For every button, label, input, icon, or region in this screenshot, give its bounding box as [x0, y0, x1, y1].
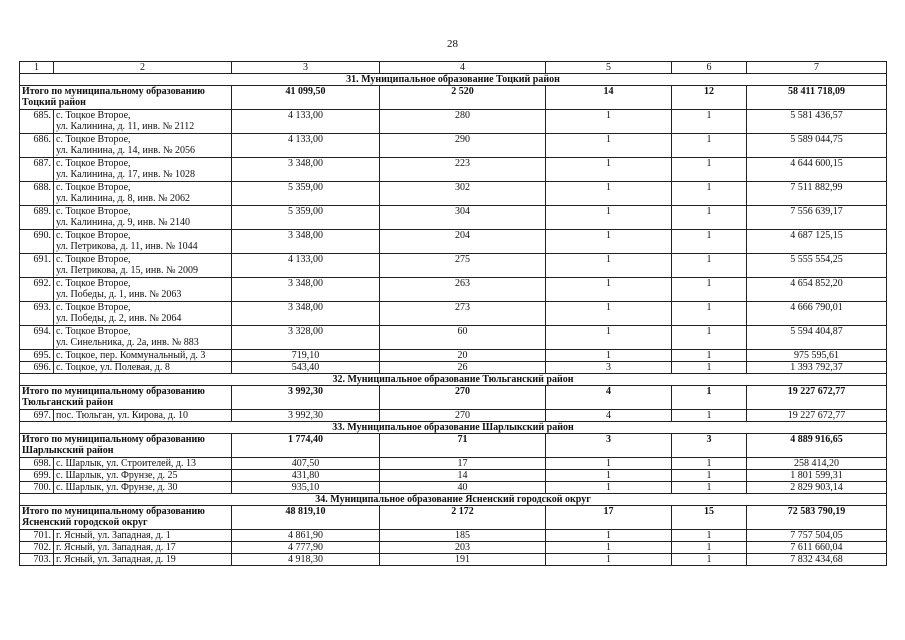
- total-value: 72 583 790,19: [747, 506, 887, 530]
- address-line: с. Шарлык, ул. Строителей, д. 13: [56, 458, 197, 469]
- section-title: 32. Муниципальное образование Тюльганский район: [20, 374, 887, 386]
- table-row: [20, 350, 887, 362]
- address-line: ул. Петрикова, д. 15, инв. № 2009: [56, 265, 198, 276]
- address-line: с. Тоцкое Второе,: [56, 278, 131, 289]
- housing-table: [19, 61, 887, 566]
- cell-value: 1: [672, 350, 747, 362]
- cell-value: 1: [546, 254, 672, 278]
- table-row: [20, 230, 887, 254]
- table-row: [20, 206, 887, 230]
- table-row: [20, 302, 887, 326]
- cell-value: 290: [380, 134, 546, 158]
- address-line: ул. Калинина, д. 9, инв. № 2140: [56, 217, 191, 228]
- cell-value: 1: [672, 230, 747, 254]
- cell-value: 26: [380, 362, 546, 374]
- total-value: 1 774,40: [232, 434, 380, 458]
- cell-value: 1: [546, 554, 672, 566]
- cell-value: 1: [672, 206, 747, 230]
- cell-value: 1: [672, 254, 747, 278]
- cell-value: 4 133,00: [232, 254, 380, 278]
- cell-value: 1: [546, 470, 672, 482]
- cell-value: 935,10: [232, 482, 380, 494]
- cell-value: 185: [380, 530, 546, 542]
- total-value: 14: [546, 86, 672, 110]
- address-line: ул. Победы, д. 2, инв. № 2064: [56, 313, 182, 324]
- section-title-row: [20, 74, 887, 86]
- address-line: с. Тоцкое, ул. Полевая, д. 8: [56, 362, 170, 373]
- address-cell: [54, 230, 232, 254]
- cell-value: 407,50: [232, 458, 380, 470]
- row-number: 699.: [20, 470, 54, 482]
- address-line: г. Ясный, ул. Западная, д. 17: [56, 542, 176, 553]
- cell-value: 258 414,20: [747, 458, 887, 470]
- cell-value: 263: [380, 278, 546, 302]
- cell-value: 719,10: [232, 350, 380, 362]
- cell-value: 1: [672, 530, 747, 542]
- total-row: [20, 506, 887, 530]
- row-number: 698.: [20, 458, 54, 470]
- cell-value: 1: [672, 182, 747, 206]
- cell-value: 280: [380, 110, 546, 134]
- address-cell: [54, 362, 232, 374]
- address-cell: [54, 482, 232, 494]
- total-label: Итого по муниципальному образованию Шарлыкский район: [20, 434, 232, 458]
- row-number: 687.: [20, 158, 54, 182]
- cell-value: 14: [380, 470, 546, 482]
- column-header: 2: [54, 62, 232, 74]
- cell-value: 1: [546, 182, 672, 206]
- column-header: 6: [672, 62, 747, 74]
- row-number: 696.: [20, 362, 54, 374]
- cell-value: 1: [546, 530, 672, 542]
- total-value: 48 819,10: [232, 506, 380, 530]
- cell-value: 1: [546, 542, 672, 554]
- cell-value: 5 359,00: [232, 182, 380, 206]
- address-cell: [54, 158, 232, 182]
- cell-value: 203: [380, 542, 546, 554]
- cell-value: 191: [380, 554, 546, 566]
- address-line: с. Тоцкое Второе,: [56, 134, 131, 145]
- address-line: ул. Калинина, д. 14, инв. № 2056: [56, 145, 196, 156]
- total-value: 2 520: [380, 86, 546, 110]
- cell-value: 1: [546, 458, 672, 470]
- cell-value: 40: [380, 482, 546, 494]
- address-cell: [54, 278, 232, 302]
- total-label: Итого по муниципальному образованию Тюльганский район: [20, 386, 232, 410]
- column-header: 5: [546, 62, 672, 74]
- cell-value: 3 348,00: [232, 158, 380, 182]
- total-value: 4: [546, 386, 672, 410]
- address-cell: [54, 206, 232, 230]
- cell-value: 5 581 436,57: [747, 110, 887, 134]
- cell-value: 1: [672, 542, 747, 554]
- cell-value: 7 611 660,04: [747, 542, 887, 554]
- total-value: 58 411 718,09: [747, 86, 887, 110]
- section-title-row: [20, 422, 887, 434]
- cell-value: 4 918,30: [232, 554, 380, 566]
- cell-value: 3 348,00: [232, 230, 380, 254]
- cell-value: 4 861,90: [232, 530, 380, 542]
- total-row: [20, 386, 887, 410]
- row-number: 694.: [20, 326, 54, 350]
- cell-value: 1 801 599,31: [747, 470, 887, 482]
- section-title: 31. Муниципальное образование Тоцкий район: [20, 74, 887, 86]
- total-value: 270: [380, 386, 546, 410]
- row-number: 703.: [20, 554, 54, 566]
- cell-value: 1: [672, 362, 747, 374]
- cell-value: 543,40: [232, 362, 380, 374]
- cell-value: 1: [672, 110, 747, 134]
- cell-value: 5 359,00: [232, 206, 380, 230]
- address-cell: [54, 134, 232, 158]
- cell-value: 1: [546, 302, 672, 326]
- address-line: ул. Победы, д. 1, инв. № 2063: [56, 289, 182, 300]
- cell-value: 4 133,00: [232, 134, 380, 158]
- section-title-row: [20, 374, 887, 386]
- total-value: 41 099,50: [232, 86, 380, 110]
- address-line: с. Тоцкое Второе,: [56, 302, 131, 313]
- cell-value: 4 777,90: [232, 542, 380, 554]
- cell-value: 19 227 672,77: [747, 410, 887, 422]
- address-line: с. Тоцкое Второе,: [56, 158, 131, 169]
- cell-value: 4: [546, 410, 672, 422]
- total-value: 12: [672, 86, 747, 110]
- cell-value: 1: [672, 158, 747, 182]
- cell-value: 431,80: [232, 470, 380, 482]
- cell-value: 1: [546, 350, 672, 362]
- section-title: 34. Муниципальное образование Ясненский городской округ: [20, 494, 887, 506]
- cell-value: 1: [672, 134, 747, 158]
- cell-value: 275: [380, 254, 546, 278]
- cell-value: 1: [672, 554, 747, 566]
- cell-value: 3 992,30: [232, 410, 380, 422]
- cell-value: 5 555 554,25: [747, 254, 887, 278]
- table-row: [20, 362, 887, 374]
- section-title-row: [20, 494, 887, 506]
- cell-value: 270: [380, 410, 546, 422]
- cell-value: 1: [546, 206, 672, 230]
- cell-value: 1: [672, 470, 747, 482]
- cell-value: 304: [380, 206, 546, 230]
- table-row: [20, 254, 887, 278]
- cell-value: 7 511 882,99: [747, 182, 887, 206]
- cell-value: 1: [546, 482, 672, 494]
- address-cell: [54, 470, 232, 482]
- total-value: 19 227 672,77: [747, 386, 887, 410]
- cell-value: 1 393 792,37: [747, 362, 887, 374]
- cell-value: 60: [380, 326, 546, 350]
- total-value: 3: [672, 434, 747, 458]
- table-row: [20, 458, 887, 470]
- address-line: с. Тоцкое Второе,: [56, 206, 131, 217]
- row-number: 702.: [20, 542, 54, 554]
- row-number: 692.: [20, 278, 54, 302]
- table-row: [20, 182, 887, 206]
- cell-value: 7 832 434,68: [747, 554, 887, 566]
- address-cell: [54, 542, 232, 554]
- row-number: 697.: [20, 410, 54, 422]
- page-number: 28: [447, 38, 458, 50]
- total-value: 15: [672, 506, 747, 530]
- table-row: [20, 410, 887, 422]
- cell-value: 3: [546, 362, 672, 374]
- cell-value: 975 595,61: [747, 350, 887, 362]
- total-label: Итого по муниципальному образованию Тоцкий район: [20, 86, 232, 110]
- cell-value: 7 757 504,05: [747, 530, 887, 542]
- address-cell: [54, 530, 232, 542]
- cell-value: 1: [546, 326, 672, 350]
- cell-value: 302: [380, 182, 546, 206]
- cell-value: 273: [380, 302, 546, 326]
- total-value: 3 992,30: [232, 386, 380, 410]
- row-number: 690.: [20, 230, 54, 254]
- cell-value: 1: [672, 458, 747, 470]
- address-line: ул. Калинина, д. 8, инв. № 2062: [56, 193, 191, 204]
- cell-value: 4 654 852,20: [747, 278, 887, 302]
- table-row: [20, 110, 887, 134]
- address-line: ул. Калинина, д. 17, инв. № 1028: [56, 169, 196, 180]
- cell-value: 4 133,00: [232, 110, 380, 134]
- address-cell: [54, 554, 232, 566]
- cell-value: 4 666 790,01: [747, 302, 887, 326]
- row-number: 701.: [20, 530, 54, 542]
- address-cell: [54, 410, 232, 422]
- cell-value: 17: [380, 458, 546, 470]
- address-cell: [54, 110, 232, 134]
- total-label: Итого по муниципальному образованию Ясненский городской округ: [20, 506, 232, 530]
- address-line: с. Тоцкое Второе,: [56, 230, 131, 241]
- address-line: с. Тоцкое Второе,: [56, 110, 131, 121]
- address-line: с. Тоцкое Второе,: [56, 326, 131, 337]
- address-line: с. Шарлык, ул. Фрунзе, д. 30: [56, 482, 178, 493]
- table-row: [20, 470, 887, 482]
- address-cell: [54, 326, 232, 350]
- cell-value: 1: [672, 302, 747, 326]
- cell-value: 1: [672, 326, 747, 350]
- cell-value: 5 594 404,87: [747, 326, 887, 350]
- row-number: 691.: [20, 254, 54, 278]
- section-title: 33. Муниципальное образование Шарлыкский район: [20, 422, 887, 434]
- column-header: 3: [232, 62, 380, 74]
- cell-value: 5 589 044,75: [747, 134, 887, 158]
- cell-value: 1: [546, 230, 672, 254]
- address-line: с. Тоцкое, пер. Коммунальный, д. 3: [56, 350, 206, 361]
- cell-value: 223: [380, 158, 546, 182]
- address-cell: [54, 350, 232, 362]
- cell-value: 4 644 600,15: [747, 158, 887, 182]
- address-line: с. Тоцкое Второе,: [56, 182, 131, 193]
- total-row: [20, 86, 887, 110]
- table-row: [20, 542, 887, 554]
- table-row: [20, 326, 887, 350]
- cell-value: 1: [672, 482, 747, 494]
- cell-value: 1: [672, 278, 747, 302]
- total-value: 17: [546, 506, 672, 530]
- total-value: 4 889 916,65: [747, 434, 887, 458]
- row-number: 689.: [20, 206, 54, 230]
- row-number: 700.: [20, 482, 54, 494]
- total-value: 2 172: [380, 506, 546, 530]
- address-line: с. Шарлык, ул. Фрунзе, д. 25: [56, 470, 178, 481]
- cell-value: 3 348,00: [232, 302, 380, 326]
- table-row: [20, 158, 887, 182]
- cell-value: 204: [380, 230, 546, 254]
- address-cell: [54, 302, 232, 326]
- cell-value: 4 687 125,15: [747, 230, 887, 254]
- cell-value: 1: [672, 410, 747, 422]
- row-number: 693.: [20, 302, 54, 326]
- cell-value: 7 556 639,17: [747, 206, 887, 230]
- column-header: 4: [380, 62, 546, 74]
- column-header: 1: [20, 62, 54, 74]
- address-cell: [54, 254, 232, 278]
- cell-value: 1: [546, 278, 672, 302]
- address-line: ул. Синельника, д. 2а, инв. № 883: [56, 337, 199, 348]
- address-line: ул. Петрикова, д. 11, инв. № 1044: [56, 241, 198, 252]
- total-value: 3: [546, 434, 672, 458]
- address-cell: [54, 182, 232, 206]
- cell-value: 2 829 903,14: [747, 482, 887, 494]
- column-header: 7: [747, 62, 887, 74]
- cell-value: 3 328,00: [232, 326, 380, 350]
- column-number-row: [20, 62, 887, 74]
- cell-value: 1: [546, 134, 672, 158]
- cell-value: 20: [380, 350, 546, 362]
- cell-value: 1: [546, 158, 672, 182]
- row-number: 695.: [20, 350, 54, 362]
- row-number: 685.: [20, 110, 54, 134]
- address-line: ул. Калинина, д. 11, инв. № 2112: [56, 121, 195, 132]
- table-row: [20, 134, 887, 158]
- address-line: г. Ясный, ул. Западная, д. 1: [56, 530, 171, 541]
- table-row: [20, 278, 887, 302]
- address-line: пос. Тюльган, ул. Кирова, д. 10: [56, 410, 189, 421]
- cell-value: 3 348,00: [232, 278, 380, 302]
- total-value: 1: [672, 386, 747, 410]
- table-row: [20, 482, 887, 494]
- total-row: [20, 434, 887, 458]
- row-number: 686.: [20, 134, 54, 158]
- address-line: г. Ясный, ул. Западная, д. 19: [56, 554, 176, 565]
- total-value: 71: [380, 434, 546, 458]
- table-row: [20, 554, 887, 566]
- address-line: с. Тоцкое Второе,: [56, 254, 131, 265]
- table-row: [20, 530, 887, 542]
- address-cell: [54, 458, 232, 470]
- row-number: 688.: [20, 182, 54, 206]
- cell-value: 1: [546, 110, 672, 134]
